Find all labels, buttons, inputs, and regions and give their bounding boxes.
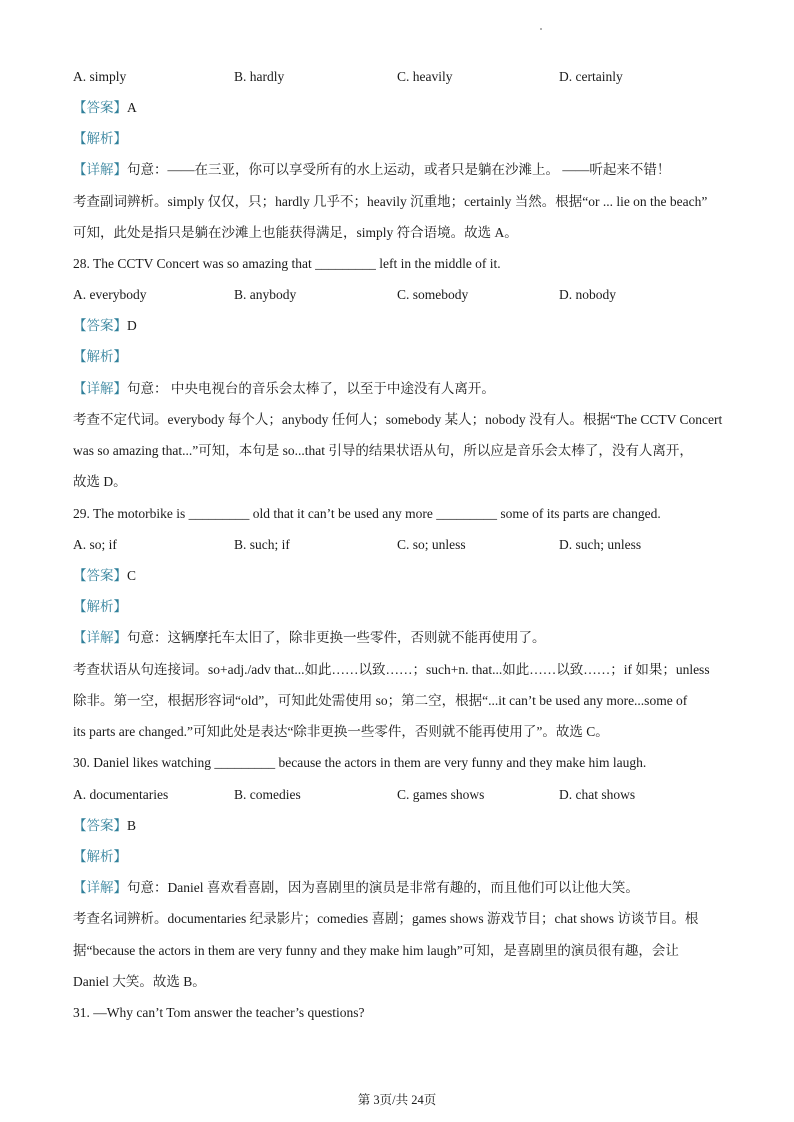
q28-option-a: A. everybody xyxy=(73,287,147,302)
q27-answer xyxy=(73,99,137,117)
q27-analysis-tag xyxy=(73,130,127,148)
q29-explanation-1: 考查状语从句连接词。so+adj./adv that...如此……以致……；such+n. that...如此……以致……；if 如果；unless xyxy=(73,662,710,677)
q30-detail xyxy=(73,879,639,897)
q28-option-b: B. anybody xyxy=(234,287,297,302)
q28-answer xyxy=(73,317,137,335)
q30-question: 30. Daniel likes watching _________ because the actors in them are very funny and they make him laugh. xyxy=(73,755,647,770)
page-footer: 第 3页/共 24页 xyxy=(357,1093,437,1107)
q28-analysis-tag xyxy=(73,348,127,366)
detail-text: 句意：——在三亚，你可以享受所有的水上运动，或者只是躺在沙滩上。 ——听起来不错！ xyxy=(127,162,671,177)
q28-explanation-1: 考查不定代词。everybody 每个人；anybody 任何人；somebody 某人；nobody 没有人。根据“The CCTV Concert xyxy=(73,412,723,427)
q30-option-c: C. games shows xyxy=(397,787,485,802)
detail-tag: 【详解】 xyxy=(73,880,127,895)
answer-tag: 【答案】 xyxy=(73,318,127,333)
q28-detail xyxy=(73,380,495,398)
q28-explanation-3: 故选 D。 xyxy=(73,474,127,489)
q28-question: 28. The CCTV Concert was so amazing that _________ left in the middle of it. xyxy=(73,256,501,271)
detail-tag: 【详解】 xyxy=(73,162,127,177)
answer-tag: 【答案】 xyxy=(73,818,127,833)
answer-value: B xyxy=(127,818,137,833)
q29-analysis-tag xyxy=(73,598,127,616)
q29-detail xyxy=(73,629,546,647)
q29-explanation-2: 除非。第一空，根据形容词“old”，可知此处需使用 so；第二空，根据“...it can’t be used any more...some of xyxy=(73,693,688,708)
answer-value: D xyxy=(127,318,137,333)
q30-answer xyxy=(73,817,136,835)
page-speck xyxy=(540,28,542,30)
q29-option-a: A. so; if xyxy=(73,537,117,552)
analysis-tag: 【解析】 xyxy=(73,349,127,364)
q30-explanation-2: 据“because the actors in them are very funny and they make him laugh”可知，是喜剧里的演员很有趣，会让 xyxy=(73,943,679,958)
q29-question: 29. The motorbike is _________ old that it can’t be used any more _________ some of its parts are changed. xyxy=(73,506,661,521)
q29-option-b: B. such; if xyxy=(234,537,290,552)
answer-value: A xyxy=(127,100,137,115)
detail-text: 句意：这辆摩托车太旧了，除非更换一些零件，否则就不能再使用了。 xyxy=(127,630,546,645)
q30-explanation-1: 考查名词辨析。documentaries 纪录影片；comedies 喜剧；games shows 游戏节目；chat shows 访谈节目。根 xyxy=(73,911,699,926)
q30-option-d: D. chat shows xyxy=(559,787,636,802)
answer-tag: 【答案】 xyxy=(73,568,127,583)
detail-text: 句意：Daniel 喜欢看喜剧，因为喜剧里的演员是非常有趣的，而且他们可以让他大笑。 xyxy=(127,880,639,895)
q28-explanation-2: was so amazing that...”可知，本句是 so...that 引导的结果状语从句，所以应是音乐会太棒了，没有人离开， xyxy=(73,443,693,458)
q27-explanation-2: 可知，此处是指只是躺在沙滩上也能获得满足，simply 符合语境。故选 A。 xyxy=(73,225,518,240)
q28-option-d: D. nobody xyxy=(559,287,616,302)
q28-option-c: C. somebody xyxy=(397,287,469,302)
q27-option-c: C. heavily xyxy=(397,69,453,84)
q29-option-c: C. so; unless xyxy=(397,537,466,552)
analysis-tag: 【解析】 xyxy=(73,131,127,146)
detail-tag: 【详解】 xyxy=(73,630,127,645)
q27-detail xyxy=(73,161,670,179)
answer-tag: 【答案】 xyxy=(73,100,127,115)
analysis-tag: 【解析】 xyxy=(73,599,127,614)
q27-option-d: D. certainly xyxy=(559,69,623,84)
q30-analysis-tag xyxy=(73,848,127,866)
q29-answer xyxy=(73,567,136,585)
q31-question: 31. —Why can’t Tom answer the teacher’s questions? xyxy=(73,1005,365,1020)
q29-option-d: D. such; unless xyxy=(559,537,642,552)
q27-option-a: A. simply xyxy=(73,69,127,84)
detail-tag: 【详解】 xyxy=(73,381,127,396)
q30-explanation-3: Daniel 大笑。故选 B。 xyxy=(73,974,206,989)
q30-option-b: B. comedies xyxy=(234,787,301,802)
q27-explanation-1: 考查副词辨析。simply 仅仅，只；hardly 几乎不；heavily 沉重地；certainly 当然。根据“or ... lie on the beach” xyxy=(73,194,708,209)
q30-option-a: A. documentaries xyxy=(73,787,169,802)
q29-explanation-3: its parts are changed.”可知此处是表达“除非更换一些零件，否则就不能再使用了”。故选 C。 xyxy=(73,724,609,739)
detail-text: 句意： 中央电视台的音乐会太棒了，以至于中途没有人离开。 xyxy=(127,381,495,396)
analysis-tag: 【解析】 xyxy=(73,849,127,864)
answer-value: C xyxy=(127,568,137,583)
q27-option-b: B. hardly xyxy=(234,69,285,84)
